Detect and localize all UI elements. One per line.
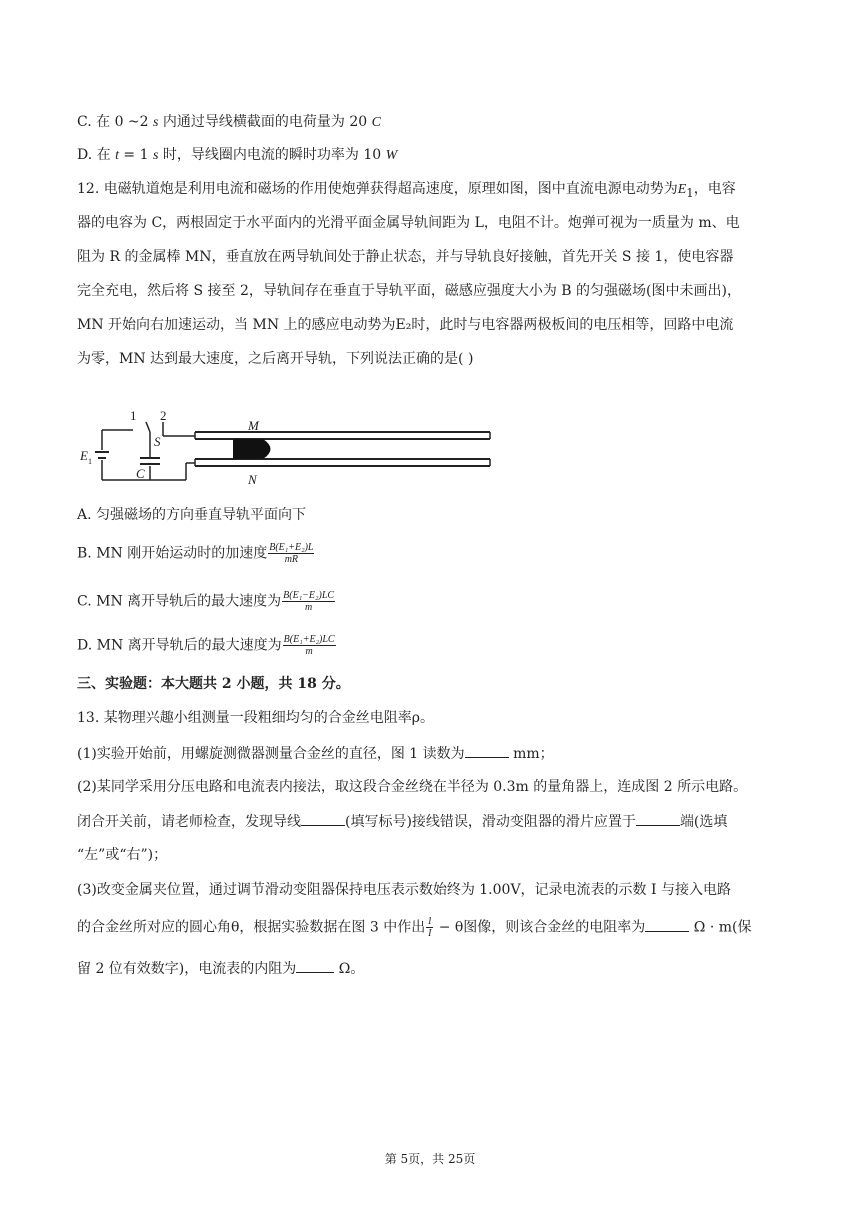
q12-option-c-fraction — [282, 590, 335, 613]
q13-part-3-unit: Ω · m(保 — [689, 919, 752, 936]
q12-stem-line-1-end: ，电容 — [693, 181, 736, 197]
terminal-2-label: 2 — [160, 408, 167, 423]
q12-stem-line-6: 为零，MN 达到最大速度，之后离开导轨，下列说法正确的是( ) — [77, 351, 474, 367]
rail-n-label: N — [248, 472, 257, 487]
projectile-mn — [233, 439, 271, 459]
q11-option-d — [77, 145, 397, 166]
q13-fraction-denominator: I — [428, 928, 432, 939]
q11-option-d-text-2: = 1 — [118, 147, 153, 163]
q13-part-2-text-3: 端(选填 — [679, 814, 728, 830]
q13-part-2-line-1: (2)某同学采用分压电路和电流表内接法，取这段合金丝绕在半径为 0.3m 的量角器上，连成图 2 所示电路。 — [77, 779, 748, 795]
q12-stem-line-3: 阻为 R 的金属棒 MN，垂直放在两导轨间处于静止状态，并与导轨良好接触，首先开关 S 接 1，使电容器 — [77, 249, 734, 265]
q12-option-c — [77, 590, 336, 613]
q12-option-b-text: B. MN 刚开始运动时的加速度 — [77, 545, 268, 562]
answer-blank[interactable] — [296, 958, 334, 973]
q13-part-3-text-3: 留 2 位有效数字)，电流表的内阻为 — [77, 961, 297, 977]
q12-option-b-denominator: mR — [284, 554, 299, 565]
q12-stem-line-4: 完全充电，然后将 S 接至 2，导轨间存在垂直于导轨平面，磁感应强度大小为 B 的匀强磁场(图中未画出)， — [77, 283, 741, 299]
terminal-1-label: 1 — [130, 408, 137, 423]
q12-option-d — [77, 634, 337, 657]
switch-s-label: S — [154, 434, 161, 449]
emf-e1-label: E — [80, 448, 88, 463]
page-footer: 第 5页，共 25页 — [384, 1152, 476, 1166]
q12-option-c-text: C. MN 离开导轨后的最大速度为 — [77, 593, 282, 610]
q12-option-c-numerator: B(E₁−E₂)LC — [283, 590, 335, 601]
q13-part-2-text: 闭合开关前，请老师检查，发现导线 — [77, 814, 301, 830]
q12-option-d-numerator: B(E₁+E₂)LC — [283, 634, 335, 645]
q12-option-c-denominator: m — [305, 602, 313, 613]
q13-part-1-unit: mm； — [508, 746, 554, 762]
capacitor-c-label: C — [136, 466, 145, 481]
q12-option-b-numerator: B(E₁+E₂)L — [269, 542, 314, 553]
q13-part-3-text-2: − θ图像，则该合金丝的电阻率为 — [434, 919, 646, 936]
q12-stem-line-5: MN 开始向右加速运动，当 MN 上的感应电动势为E₂时，此时与电容器两极板间的电压相等，回路中电流 — [77, 317, 734, 333]
q13-part-2-text-2: (填写标号)接线错误，滑动变阻器的滑片应置于 — [345, 814, 636, 830]
q12-var-e: E — [677, 182, 687, 197]
q12-option-b — [77, 542, 315, 565]
q12-var-e-sub: 1 — [686, 185, 694, 200]
q13-part-3-line-2 — [77, 916, 751, 939]
q12-stem-line-1-text: 12. 电磁轨道炮是利用电流和磁场的作用使炮弹获得超高速度，原理如图，图中直流电源电动势为 — [77, 181, 678, 197]
answer-blank[interactable] — [636, 811, 680, 826]
q11-option-d-var-t: t — [115, 148, 119, 163]
q12-option-d-text: D. MN 离开导轨后的最大速度为 — [77, 637, 282, 654]
railgun-circuit-figure — [78, 408, 498, 490]
q13-part-2-line-3: “左”或“右”)； — [77, 847, 168, 863]
q12-option-b-fraction — [268, 542, 314, 565]
q13-fraction-numerator: 1 — [427, 916, 433, 927]
q11-option-d-unit: W — [385, 148, 398, 163]
section-title: 三、实验题：本大题共 2 小题，共 18 分。 — [77, 676, 350, 692]
q11-option-c-text-2: 内通过导线横截面的电荷量为 20 — [158, 114, 372, 130]
q12-option-d-fraction — [283, 634, 336, 657]
q12-option-d-denominator: m — [305, 646, 313, 657]
q12-option-a: A. 匀强磁场的方向垂直导轨平面向下 — [77, 507, 307, 523]
emf-e1-sub-label: 1 — [88, 457, 92, 466]
q13-part-2-line-2 — [77, 811, 727, 832]
q11-option-c-var-s: s — [153, 115, 159, 130]
q11-option-c — [77, 112, 381, 133]
answer-blank[interactable] — [465, 743, 509, 758]
q13-part-3-line-3 — [77, 958, 364, 979]
q11-option-c-text: C. 在 0 ~2 — [77, 114, 154, 130]
q12-stem-line-1 — [77, 179, 736, 203]
q13-stem: 13. 某物理兴趣小组测量一段粗细均匀的合金丝电阻率ρ。 — [77, 710, 434, 726]
rail-m-label: M — [248, 418, 259, 433]
q13-part-3-line-1: (3)改变金属夹位置，通过调节滑动变阻器保持电压表示数始终为 1.00V，记录电流表的示数 I 与接入电路 — [77, 882, 731, 898]
q11-option-d-text: D. 在 — [77, 147, 116, 163]
q12-stem-line-2: 器的电容为 C，两根固定于水平面内的光滑平面金属导轨间距为 L，电阻不计。炮弹可视为一质量为 m、电 — [77, 215, 740, 231]
q13-part-3-text: 的合金丝所对应的圆心角θ，根据实验数据在图 3 中作出 — [77, 919, 426, 936]
q11-option-d-text-3: 时，导线圈内电流的瞬时功率为 10 — [158, 147, 386, 163]
q13-inverse-current-fraction — [426, 916, 433, 939]
answer-blank[interactable] — [645, 917, 689, 932]
answer-blank[interactable] — [301, 811, 345, 826]
q13-part-1-text: (1)实验开始前，用螺旋测微器测量合金丝的直径，图 1 读数为 — [77, 746, 465, 762]
q13-part-3-unit-2: Ω。 — [334, 961, 365, 977]
q13-part-1 — [77, 743, 554, 764]
q11-option-c-unit: C — [371, 115, 381, 130]
q11-option-d-var-s: s — [152, 148, 159, 163]
